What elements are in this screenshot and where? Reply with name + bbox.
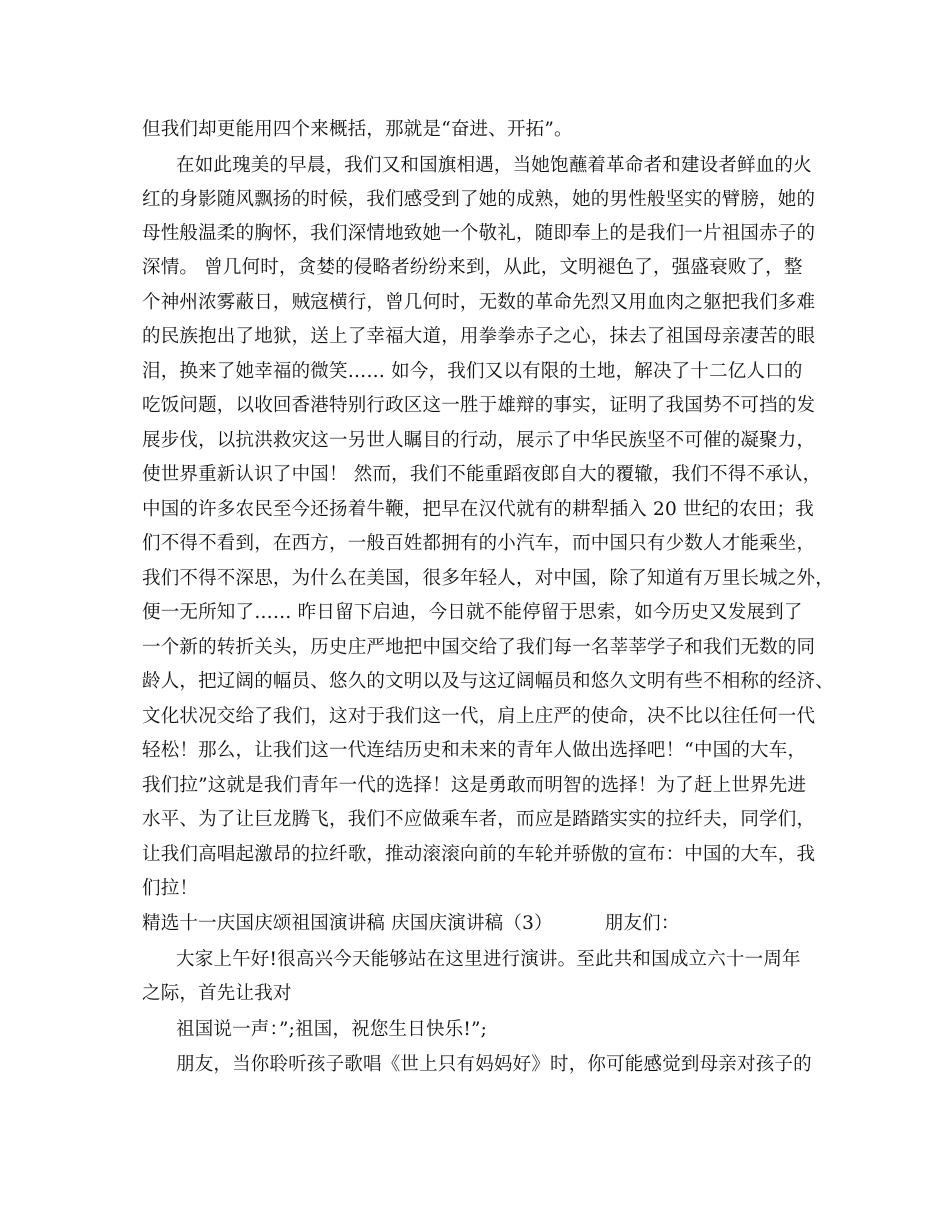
paragraph-line: 龄人，把辽阔的幅员、悠久的文明以及与这辽阔幅员和悠久文明有些不相称的经济、 bbox=[142, 671, 834, 692]
paragraph-line: 但我们却更能用四个来概括，那就是“奋进、开拓”。 bbox=[142, 119, 573, 140]
salutation: 朋友们： bbox=[604, 913, 680, 934]
paragraph-line: 们拉！ bbox=[142, 878, 199, 899]
paragraph-line: 我们拉”这就是我们青年一代的选择！这是勇敢而明智的选择！为了赶上世界先进 bbox=[142, 775, 807, 796]
paragraph-line: 大家上午好!很高兴今天能够站在这里进行演讲。至此共和国成立六十一周年 bbox=[176, 949, 801, 970]
paragraph-line: 一个新的转折关头，历史庄严地把中国交给了我们每一名莘莘学子和我们无数的同 bbox=[142, 637, 816, 658]
paragraph-line: 们不得不看到，在西方，一般百姓都拥有的小汽车，而中国只有少数人才能乘坐， bbox=[142, 533, 816, 554]
section-heading bbox=[142, 912, 822, 936]
paragraph-line: 祖国说一声：”;祖国，祝您生日快乐!”; bbox=[176, 1019, 488, 1040]
paragraph-line: 个神州浓雾蔽日，贼寇横行，曾几何时，无数的革命先烈又用血肉之躯把我们多难 bbox=[142, 292, 816, 313]
paragraph-line: 使世界重新认识了中国！ 然而，我们不能重蹈夜郎自大的覆辙，我们不得不承认， bbox=[142, 464, 822, 485]
paragraph-line: 在如此瑰美的早晨，我们又和国旗相遇，当她饱蘸着革命者和建设者鲜血的火 bbox=[176, 155, 812, 176]
paragraph-line: 文化状况交给了我们，这对于我们这一代，肩上庄严的使命，决不比以往任何一代 bbox=[142, 706, 816, 727]
paragraph-line: 红的身影随风飘扬的时候，我们感受到了她的成熟，她的男性般坚实的臂膀，她的 bbox=[142, 189, 816, 210]
paragraph-line: 吃饭问题，以收回香港特别行政区这一胜于雄辩的事实，证明了我国势不可挡的发 bbox=[142, 395, 816, 416]
paragraph-line: 便一无所知了…… 昨日留下启迪，今日就不能停留于思索，如今历史又发展到了 bbox=[142, 602, 803, 623]
paragraph-line: 让我们高唱起激昂的拉纤歌，推动滚滚向前的车轮并骄傲的宣布：中国的大车，我 bbox=[142, 844, 816, 865]
paragraph-line: 之际，首先让我对 bbox=[142, 983, 292, 1004]
section-heading-title: 精选十一庆国庆颂祖国演讲稿 庆国庆演讲稿（3） bbox=[142, 913, 553, 934]
paragraph-line: 中国的许多农民至今还扬着牛鞭，把早在汉代就有的耕犁插入 20 世纪的农田；我 bbox=[142, 499, 814, 520]
paragraph-line: 深情。 曾几何时，贪婪的侵略者纷纷来到，从此，文明褪色了，强盛衰败了，整 bbox=[142, 257, 803, 278]
paragraph-line: 朋友，当你聆听孩子歌唱《世上只有妈妈好》时，你可能感觉到母亲对孩子的 bbox=[176, 1054, 812, 1075]
paragraph-line: 泪，换来了她幸福的微笑…… 如今，我们又以有限的土地，解决了十二亿人口的 bbox=[142, 361, 803, 382]
paragraph-line: 母性般温柔的胸怀，我们深情地致她一个敬礼，随即奉上的是我们一片祖国赤子的 bbox=[142, 223, 816, 244]
paragraph-line: 展步伐，以抗洪救灾这一另世人瞩目的行动，展示了中华民族坚不可催的凝聚力， bbox=[142, 430, 816, 451]
paragraph-line: 轻松！那么，让我们这一代连结历史和未来的青年人做出选择吧！“中国的大车， bbox=[142, 740, 807, 761]
paragraph-line: 的民族抱出了地狱，送上了幸福大道，用拳拳赤子之心，抹去了祖国母亲凄苦的眼 bbox=[142, 326, 816, 347]
paragraph-line: 我们不得不深思，为什么在美国，很多年轻人，对中国，除了知道有万里长城之外， bbox=[142, 568, 834, 589]
paragraph-line: 水平、为了让巨龙腾飞，我们不应做乘车者，而应是踏踏实实的拉纤夫，同学们， bbox=[142, 809, 816, 830]
